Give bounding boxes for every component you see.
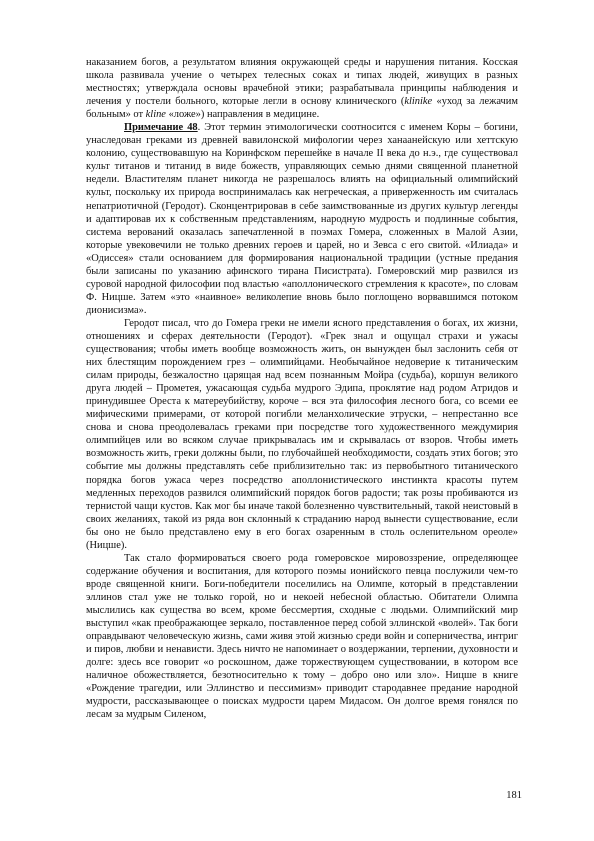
term-klinike: klinike xyxy=(404,96,433,108)
term-kline: kline xyxy=(145,109,166,121)
paragraph-1 xyxy=(86,56,518,121)
body-text xyxy=(86,56,518,721)
paragraph-1-part-c: «ложе») направления в медицине. xyxy=(165,109,320,121)
paragraph-1-part-b: «уход за лежачим больным» от xyxy=(86,96,518,121)
note-label: Примечание 48 xyxy=(124,122,198,134)
paragraph-4: Так стало формироваться своего рода гомеровское мировоззрение, определяющее содержание обучения и воспитания, для которого поэмы ионийского певца послужили чем-то вроде священной книги. Боги-победители поселились на Олимпе, который в представлении эллинов стал уже не только горой, но и некоей небесной областью. Обитатели Олимпа мыслились как существа во всем, кроме бессмертия, сходные с людьми. Олимпийский мир выступил «как преображающее зеркало, поставленное перед собой эллинской «волей». Так боги оправдывают человеческую жизнь, сами живя этой жизнью среди войн и соперничества, интриг и пиров, любви и ненависти. Здесь ничто не напоминает о воздержании, терпении, духовности и долге: здесь все говорит «о роскошном, даже торжествующем существовании, в котором все наличное обожествляется, безотносительно к тому – добро оно или зло». Ницше в книге «Рождение трагедии, или Эллинство и пессимизм» приводит стародавнее предание народной мудрости, рассказывающее о поисках мудрости царем Мидасом. Он долгое время гонялся по лесам за мудрым Силеном, xyxy=(86,552,518,721)
paragraph-3: Геродот писал, что до Гомера греки не имели ясного представления о богах, их жизни, отношениях и сферах деятельности (Геродот). «Грек знал и ощущал страхи и ужасы существования; чтобы иметь вообще возможность жить, он вынужден был заслонить себя от них блестящим порождением грез – олимпийцами. Необычайное недоверие к титаническим силам природы, безжалостно царящая над всем познанным Мойра (судьба), коршун великого друга людей – Прометея, ужасающая судьба мудрого Эдипа, проклятие над родом Атридов и принудившее Ореста к матереубийству, короче – вся эта философия лесного бога, со всеми ее мифическими примерами, от которой погибли меланхолические этруски, – непрестанно все снова и снова преодолевалась греками при посредстве того художественного междумирия олимпийцев или во всяком случае прикрывалась им и скрывалась от взоров. Чтобы иметь возможность жить, греки должны были, по глубочайшей необходимости, создать этих богов; это событие мы должны представлять себе приблизительно так: из первобытного титанического порядка богов ужаса через посредство аполлонистического инстинкта красоты путем медленных переходов развился олимпийский порядок богов радости; так розы пробиваются из тернистой чащи кустов. Как мог бы иначе такой болезненно чувствительный, такой неистовый в своих желаниях, такой из ряда вон склонный к страданию народ вынести существование, если бы оно не было представлено ему в его богах озаренным в столь ослепительном ореоле» (Ницше). xyxy=(86,317,518,551)
paragraph-note-48 xyxy=(86,121,518,317)
note-text: . Этот термин этимологически соотносится с именем Коры – богини, унаследован греками из древней вавилонской мифологии через ханаанейскую или хеттскую колонию, существовавшую на Коринфском перешейке в начале II века до н.э., где существовал культ титанов и титанид в виде божеств, управляющих семью днями священной планетной недели. Властителям планет никогда не разрешалось влиять на официальный олимпийский культ, поскольку их природа воспринималась как негреческая, а приверженность им считалась непатриотичной (Геродот). Сконцентрировав в себе заимствованные из других культур легенды и адаптировав их к собственным представлениям, народную мудрость и подлинные события, система верований оказалась запечатленной в поэмах Гомера, сложенных в Малой Азии, которые увековечили не только древних героев и царей, но и Зевса с его свитой. «Илиада» и «Одиссея» стали основанием для формирования национальной традиции (устные предания были записаны по указанию афинского тирана Писистрата). Гомеровский мир развился из суровой народной философии под властью «аполлонического стремления к красоте», по словам Ф. Ницше. Затем «это «наивное» великолепие вновь было поглощено ворвавшимся потоком дионисизма». xyxy=(86,122,518,316)
page-number: 181 xyxy=(506,790,522,801)
paragraph-1-part-a: наказанием богов, а результатом влияния окружающей среды и нарушения питания. Косская школа развивала учение о четырех телесных соках и типах людей, живущих в разных местностях; утверждала основы врачебной этики; разрабатывала принципы наблюдения и лечения у постели больного, которые легли в основу клинического ( xyxy=(86,57,518,108)
